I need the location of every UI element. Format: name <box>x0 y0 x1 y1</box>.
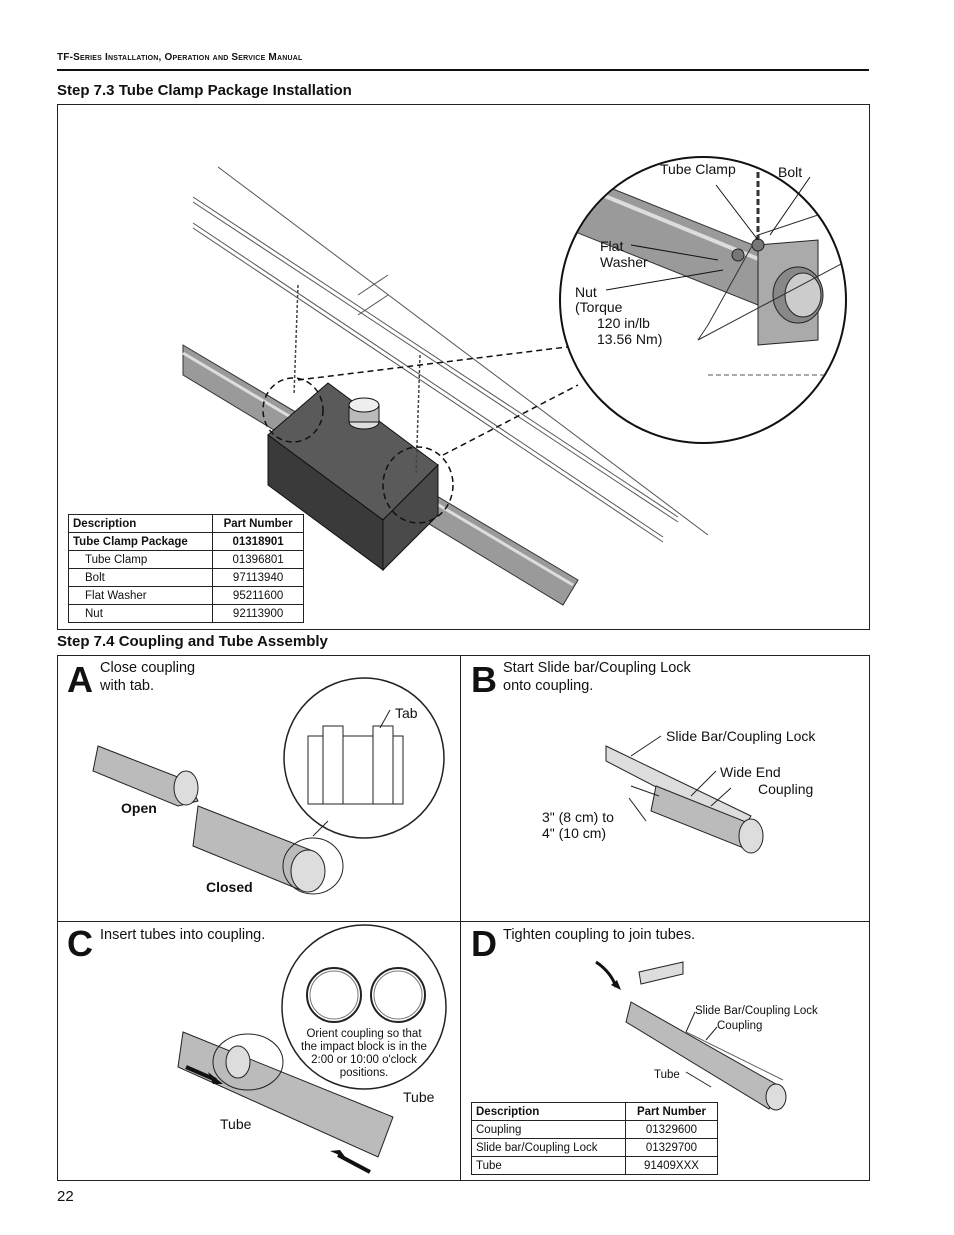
orient-note-line1: Orient coupling so that <box>306 1028 422 1040</box>
callout-coupling: Coupling <box>717 1020 763 1032</box>
table-header: Description <box>472 1103 626 1121</box>
table-cell: 97113940 <box>213 569 304 587</box>
step-7-3-title: Step 7.3 Tube Clamp Package Installation <box>57 82 352 99</box>
callout-nut-line2: (Torque <box>575 299 623 315</box>
table-cell: Coupling <box>472 1121 626 1139</box>
table-cell: Slide bar/Coupling Lock <box>472 1139 626 1157</box>
callout-slide-bar: Slide Bar/Coupling Lock <box>666 728 816 744</box>
table-cell: Flat Washer <box>69 587 213 605</box>
table-cell: Tube Clamp <box>69 551 213 569</box>
callout-tube: Tube <box>654 1069 680 1081</box>
panel-letter-b: B <box>471 659 497 700</box>
label-open: Open <box>121 800 157 816</box>
table-header-row <box>472 1103 718 1121</box>
manual-header: TF-Series Installation, Operation and Service Manual <box>57 52 303 63</box>
orient-note-line2: the impact block is in the <box>301 1041 427 1053</box>
panel-b <box>460 655 870 922</box>
table-row <box>69 605 304 623</box>
table-cell: Tube <box>472 1157 626 1175</box>
callout-nut-line1: Nut <box>575 284 597 300</box>
table-row <box>472 1139 718 1157</box>
callout-tab: Tab <box>395 705 418 721</box>
label-closed: Closed <box>206 879 253 895</box>
coupling-open-closed-illustration <box>58 656 460 921</box>
callout-coupling: Coupling <box>758 781 814 797</box>
table-header: Description <box>69 515 213 533</box>
coupling-parts-table <box>471 1102 718 1175</box>
table-cell: 92113900 <box>213 605 304 623</box>
table-cell: 01318901 <box>213 533 304 551</box>
callout-tube-clamp: Tube Clamp <box>660 161 736 177</box>
table-cell: 95211600 <box>213 587 304 605</box>
table-row <box>472 1121 718 1139</box>
table-row <box>472 1157 718 1175</box>
table-header-row <box>69 515 304 533</box>
table-row <box>69 569 304 587</box>
panel-d-instruction: Tighten coupling to join tubes. <box>503 927 696 943</box>
table-row <box>69 587 304 605</box>
panel-a-instruction-line2: with tab. <box>100 678 154 694</box>
panel-letter-d: D <box>471 923 497 964</box>
panel-a-instruction-line1: Close coupling <box>100 660 196 676</box>
table-header: Part Number <box>213 515 304 533</box>
table-cell: Nut <box>69 605 213 623</box>
callout-tube-left: Tube <box>220 1116 252 1132</box>
table-cell: 01329600 <box>625 1121 717 1139</box>
panel-a <box>57 655 461 922</box>
panel-b-instruction-line2: onto coupling. <box>503 678 594 694</box>
callout-flat-washer-line1: Flat <box>600 238 624 254</box>
orient-note-line4: positions. <box>339 1067 389 1079</box>
table-cell: 01329700 <box>625 1139 717 1157</box>
panel-b-instruction-line1: Start Slide bar/Coupling Lock <box>503 660 691 676</box>
dimension-line2: 4" (10 cm) <box>542 825 607 841</box>
callout-nut-line4: 13.56 Nm) <box>597 331 663 347</box>
header-rule <box>57 69 869 71</box>
table-cell: Tube Clamp Package <box>69 533 213 551</box>
step-7-3-figure <box>57 104 870 630</box>
panel-letter-c: C <box>67 923 93 964</box>
callout-wide-end: Wide End <box>720 764 781 780</box>
panel-d <box>460 921 870 1181</box>
callout-slide-bar: Slide Bar/Coupling Lock <box>695 1005 818 1017</box>
dimension-line1: 3" (8 cm) to <box>542 809 614 825</box>
callout-bolt: Bolt <box>778 164 803 180</box>
page-number: 22 <box>57 1188 74 1205</box>
orient-note-line3: 2:00 or 10:00 o'clock <box>311 1054 417 1066</box>
step-7-4-title: Step 7.4 Coupling and Tube Assembly <box>57 633 328 650</box>
table-cell: Bolt <box>69 569 213 587</box>
table-cell: 91409XXX <box>625 1157 717 1175</box>
table-row <box>69 533 304 551</box>
panel-c-instruction: Insert tubes into coupling. <box>100 927 266 943</box>
callout-nut-line3: 120 in/lb <box>597 315 650 331</box>
panel-c <box>57 921 461 1181</box>
table-row <box>69 551 304 569</box>
table-cell: 01396801 <box>213 551 304 569</box>
panel-letter-a: A <box>67 659 93 700</box>
callout-flat-washer-line2: Washer <box>600 254 648 270</box>
callout-tube-right: Tube <box>403 1089 435 1105</box>
tube-clamp-parts-table <box>68 514 304 623</box>
table-header: Part Number <box>625 1103 717 1121</box>
